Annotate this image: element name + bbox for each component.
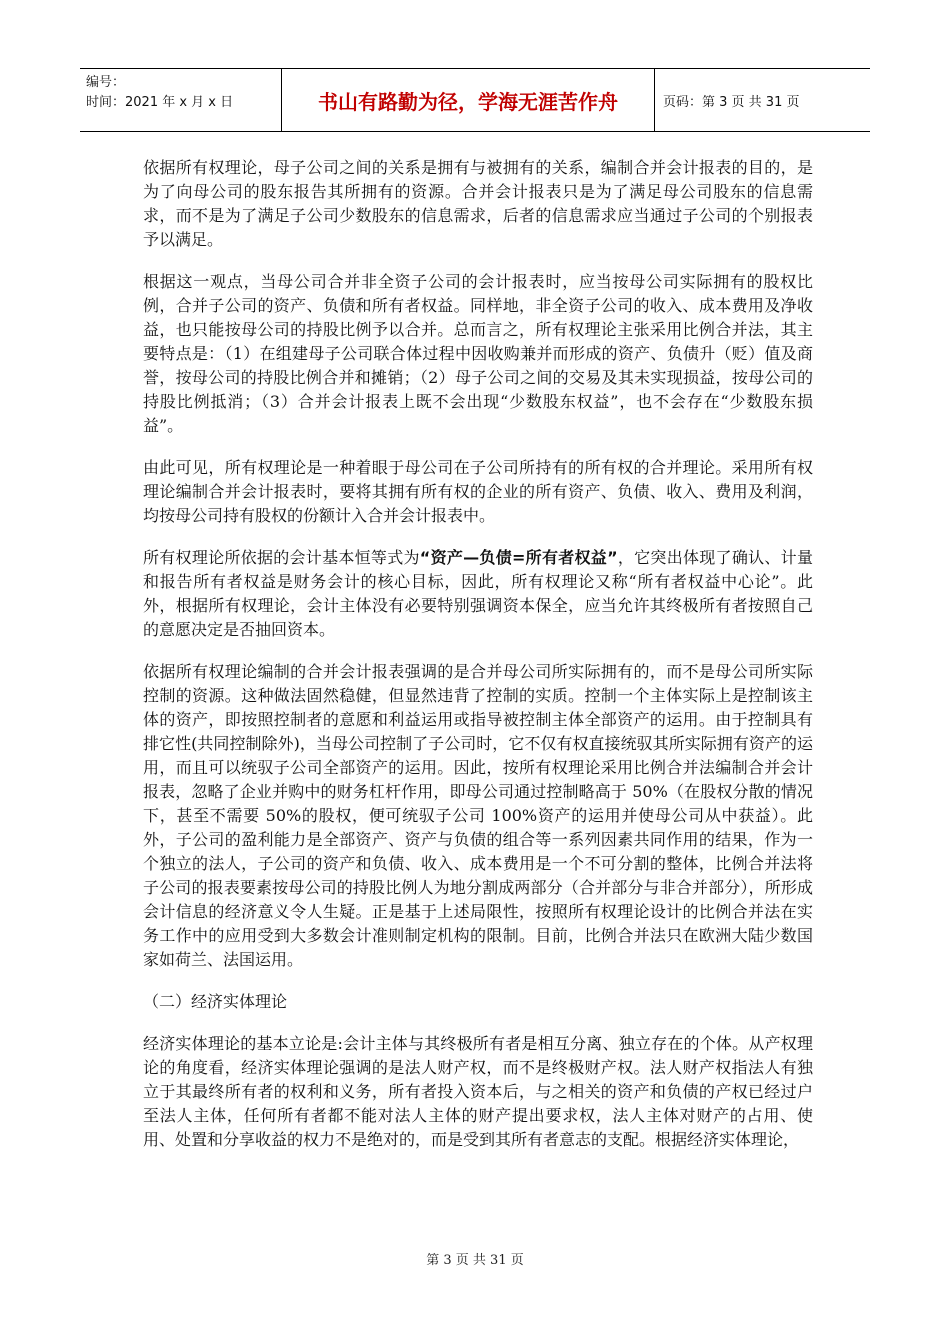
p4-text-before: 所有权理论所依据的会计基本恒等式为 [143,548,420,567]
paragraph-2: 根据这一观点，当母公司合并非全资子公司的会计报表时，应当按母公司实际拥有的股权比例，合并子公司的资产、负债和所有者权益。同样地，非全资子公司的收入、成本费用及净收益，也只能按母公司的持股比例予以合并。总而言之，所有权理论主张采用比例合并法，其主要特点是：（1）在组建母子公司联合体过程中因收购兼并而形成的资产、负债升（贬）值及商誉，按母公司的持股比例合并和摊销；（2）母子公司之间的交易及其未实现损益，按母公司的持股比例抵消；（3）合并会计报表上既不会出现“少数股东权益”，也不会存在“少数股东损益”。 [143,272,813,435]
paragraph-3: 由此可见，所有权理论是一种着眼于母公司在子公司所持有的所有权的合并理论。采用所有权理论编制合并会计报表时，要将其拥有所有权的企业的所有资产、负债、收入、费用及利润，均按母公司持有股权的份额计入合并会计报表中。 [143,458,813,525]
page-footer: 第 3 页 共 31 页 [426,1253,524,1268]
paragraph-4 [143,546,813,642]
p4-text-after: ，它突出体现了确认、计量和报告所有者权益是财务会计的核心目标，因此，所有权理论又称“所有者权益中心论”。此外，根据所有权理论，会计主体没有必要特别强调资本保全，应当允许其终极所有者按照自己的意愿决定是否抽回资本。 [143,548,813,639]
document-body [143,156,813,1170]
time-label: 时间：2021 年 x 月 x 日 [86,95,234,110]
page-header [80,68,870,132]
section-heading: （二）经济实体理论 [143,992,288,1011]
header-motto: 书山有路勤为径，学海无涯苦作舟 [282,69,655,131]
header-page-info: 页码：第 3 页 共 31 页 [663,94,800,110]
equation-emphasis: “资产—负债=所有者权益” [419,548,618,567]
paragraph-6: 经济实体理论的基本立论是:会计主体与其终极所有者是相互分离、独立存在的个体。从产权理论的角度看，经济实体理论强调的是法人财产权，而不是终极财产权。法人财产权指法人有独立于其最终所有者的权利和义务，所有者投入资本后，与之相关的资产和负债的产权已经过户至法人主体，任何所有者都不能对法人主体的财产提出要求权，法人主体对财产的占用、使用、处置和分享收益的权力不是绝对的，而是受到其所有者意志的支配。根据经济实体理论， [143,1034,813,1149]
paragraph-1: 依据所有权理论，母子公司之间的关系是拥有与被拥有的关系，编制合并会计报表的目的，是为了向母公司的股东报告其所拥有的资源。合并会计报表只是为了满足母公司股东的信息需求，而不是为了满足子公司少数股东的信息需求，后者的信息需求应当通过子公司的个别报表予以满足。 [143,158,813,249]
number-label: 编号： [86,75,126,90]
header-meta [80,69,282,131]
paragraph-5: 依据所有权理论编制的合并会计报表强调的是合并母公司所实际拥有的，而不是母公司所实际控制的资源。这种做法固然稳健，但显然违背了控制的实质。控制一个主体实际上是控制该主体的资产，即按照控制者的意愿和利益运用或指导被控制主体全部资产的运用。由于控制具有排它性(共同控制除外)，当母公司控制了子公司时，它不仅有权直接统驭其所实际拥有资产的运用，而且可以统驭子公司全部资产的运用。因此，按所有权理论采用比例合并法编制合并会计报表，忽略了企业并购中的财务杠杆作用，即母公司通过控制略高于 50%（在股权分散的情况下，甚至不需要 50%的股权，便可统驭子公司 100%资产的运用并使母公司从中获益）。此外，子公司的盈利能力是全部资产、资产与负债的组合等一系列因素共同作用的结果，作为一个独立的法人，子公司的资产和负债、收入、成本费用是一个不可分割的整体，比例合并法将子公司的报表要素按母公司的持股比例人为地分割成两部分（合并部分与非合并部分），所形成会计信息的经济意义令人生疑。正是基于上述局限性，按照所有权理论设计的比例合并法在实务工作中的应用受到大多数会计准则制定机构的限制。目前，比例合并法只在欧洲大陆少数国家如荷兰、法国运用。 [143,662,813,969]
